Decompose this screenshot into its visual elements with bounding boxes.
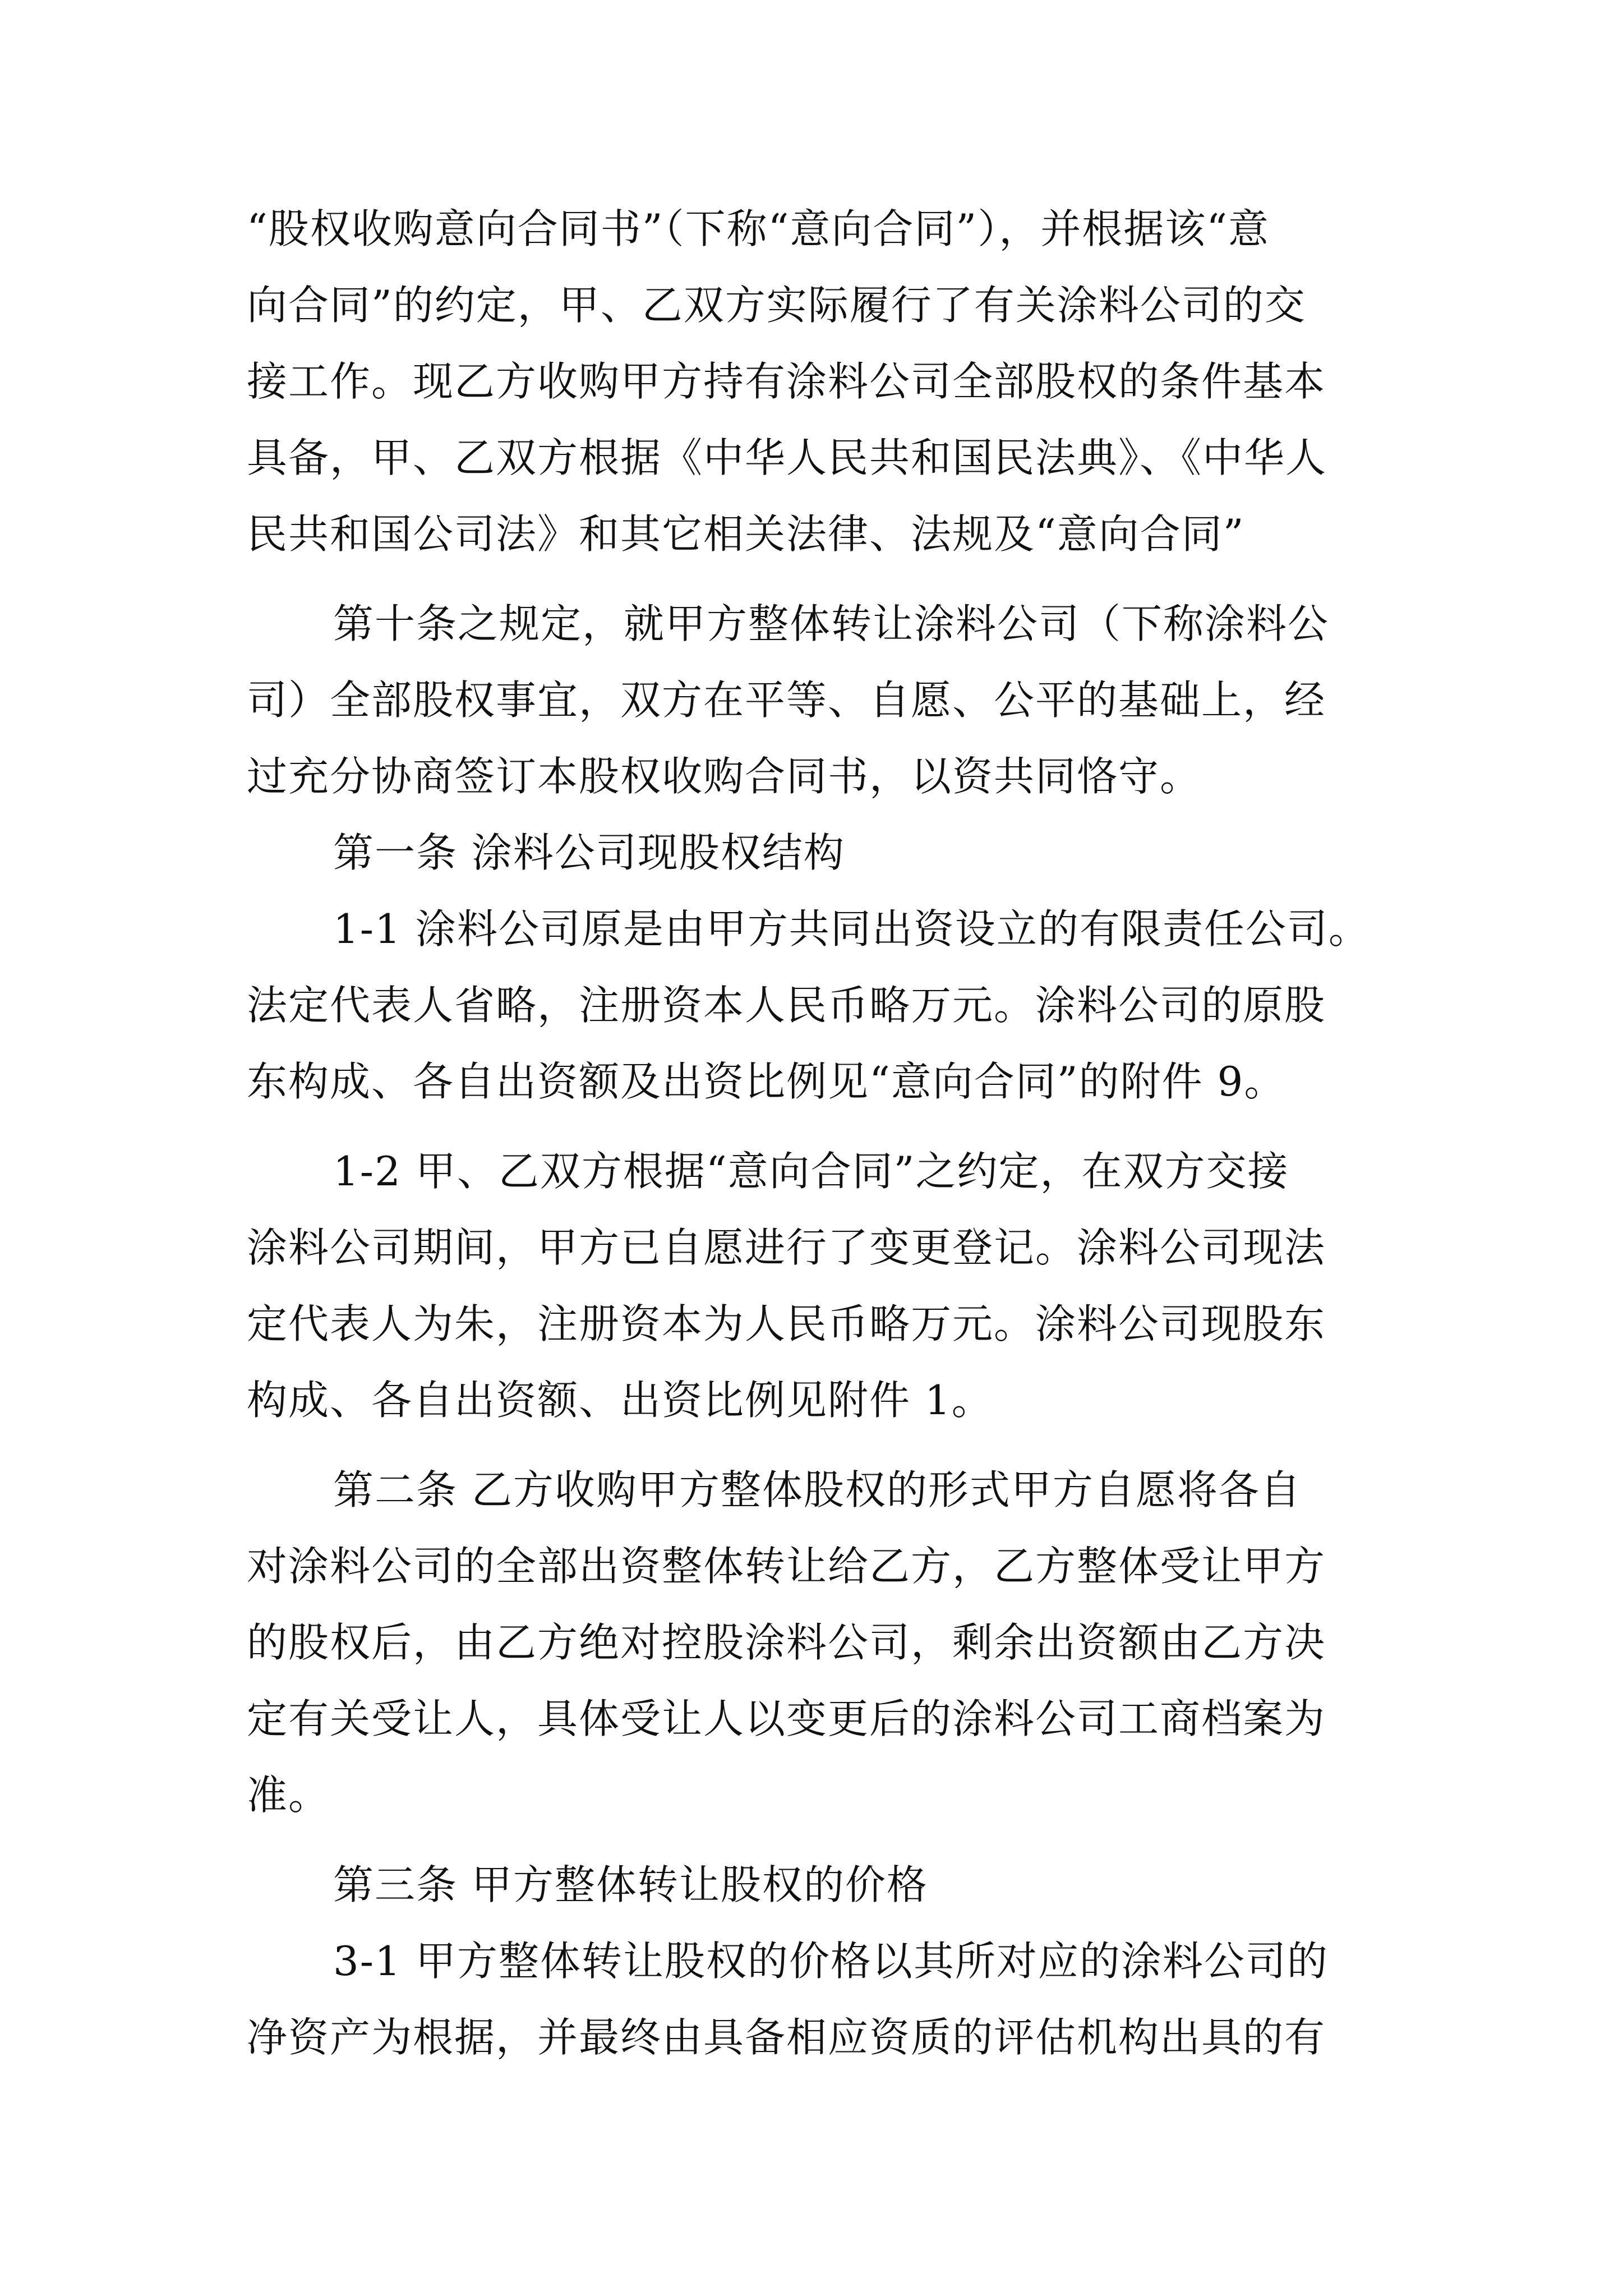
text-line: 定代表人为朱，注册资本为人民币略万元。涂料公司现股东 <box>247 1300 1326 1347</box>
section-heading: 第一条 涂料公司现股权结构 <box>333 829 845 876</box>
text-line: 第二条 乙方收购甲方整体股权的形式甲方自愿将各自 <box>333 1466 1302 1513</box>
text-line: 法定代表人省略，注册资本人民币略万元。涂料公司的原股 <box>247 982 1326 1029</box>
text-line: 对涂料公司的全部出资整体转让给乙方，乙方整体受让甲方 <box>247 1543 1326 1590</box>
text-line: 净资产为根据，并最终由具备相应资质的评估机构出具的有 <box>247 2014 1326 2061</box>
text-line: 1-1 涂料公司原是由甲方共同出资设立的有限责任公司。 <box>333 905 1370 953</box>
text-line: 构成、各自出资额、出资比例见附件 1。 <box>247 1377 993 1424</box>
text-line: 东构成、各自出资额及出资比例见“意向合同”的附件 9。 <box>247 1058 1286 1105</box>
text-line: 司）全部股权事宜，双方在平等、自愿、公平的基础上，经 <box>247 677 1326 724</box>
text-line: 1-2 甲、乙双方根据“意向合同”之约定，在双方交接 <box>333 1148 1289 1195</box>
text-line: 第十条之规定，就甲方整体转让涂料公司（下称涂料公 <box>333 600 1330 647</box>
text-line: 3-1 甲方整体转让股权的价格以其所对应的涂料公司的 <box>333 1938 1329 1985</box>
text-line: 具备，甲、乙双方根据《中华人民共和国民法典》、《中华人 <box>247 434 1327 481</box>
text-line: 的股权后，由乙方绝对控股涂料公司，剩余出资额由乙方决 <box>247 1619 1326 1666</box>
text-line: 接工作。现乙方收购甲方持有涂料公司全部股权的条件基本 <box>247 358 1326 405</box>
text-line: 过充分协商签订本股权收购合同书，以资共同恪守。 <box>247 753 1202 800</box>
text-line: 准。 <box>247 1772 330 1819</box>
text-line: 涂料公司期间，甲方已自愿进行了变更登记。涂料公司现法 <box>247 1224 1326 1271</box>
text-line: “股权收购意向合同书”（下称“意向合同”），并根据该“意 <box>247 205 1270 252</box>
text-line: 向合同”的约定，甲、乙双方实际履行了有关涂料公司的交 <box>247 282 1306 329</box>
text-line: 定有关受让人，具体受让人以变更后的涂料公司工商档案为 <box>247 1695 1326 1742</box>
text-line: 民共和国公司法》和其它相关法律、法规及“意向合同” <box>247 510 1245 558</box>
section-heading: 第三条 甲方整体转让股权的价格 <box>333 1861 928 1908</box>
